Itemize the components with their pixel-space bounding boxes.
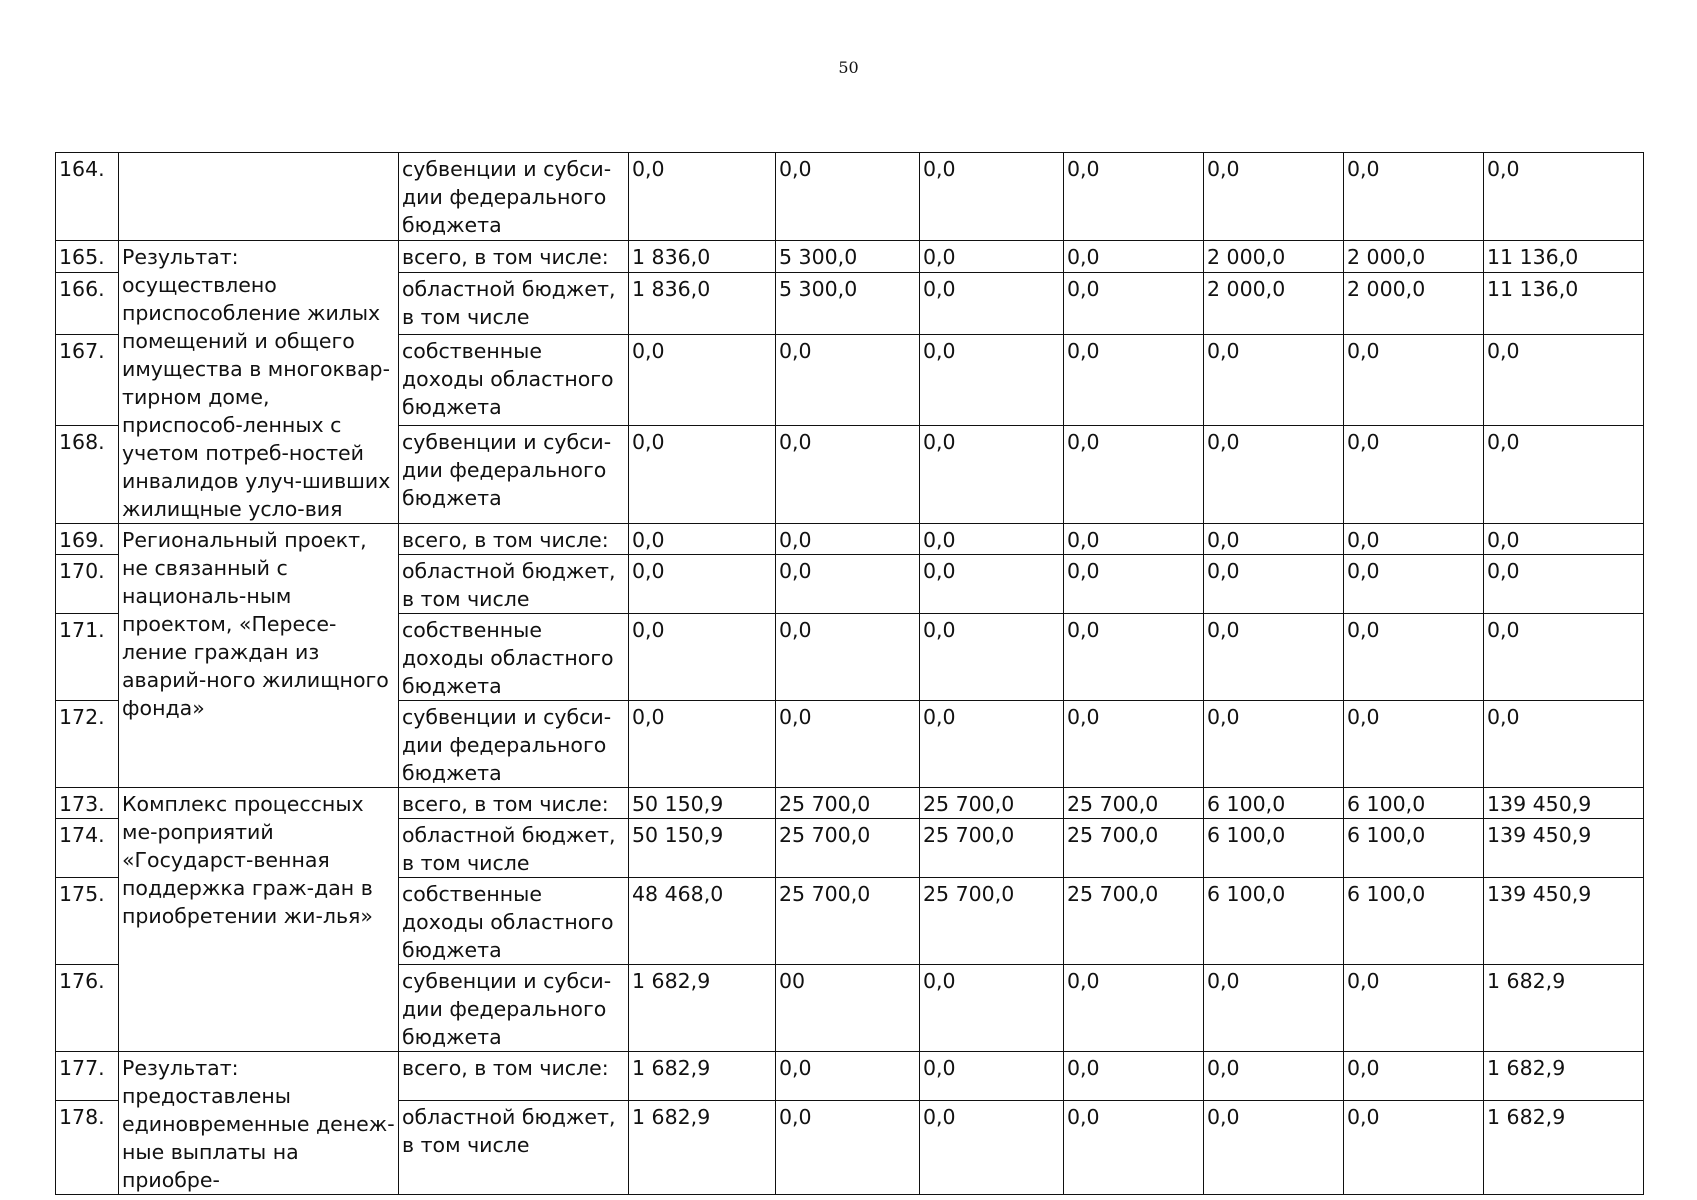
funding-source: субвенции и субси- дии федерального бюджета <box>399 153 629 241</box>
row-number: 170. <box>56 555 119 614</box>
amount-cell: 139 450,9 <box>1484 788 1644 819</box>
amount-cell: 0,0 <box>776 425 920 523</box>
amount-cell: 0,0 <box>1064 425 1204 523</box>
amount-cell: 0,0 <box>629 524 776 555</box>
amount-cell: 25 700,0 <box>776 788 920 819</box>
amount-cell: 5 300,0 <box>776 241 920 273</box>
amount-cell: 0,0 <box>1064 241 1204 273</box>
amount-cell: 25 700,0 <box>776 819 920 878</box>
amount-cell: 0,0 <box>1204 153 1344 241</box>
amount-cell: 50 150,9 <box>629 819 776 878</box>
amount-cell: 0,0 <box>1064 701 1204 788</box>
funding-source: субвенции и субси- дии федерального бюджета <box>399 425 629 523</box>
row-number: 168. <box>56 425 119 523</box>
amount-cell: 0,0 <box>920 524 1064 555</box>
amount-cell: 0,0 <box>920 614 1064 701</box>
amount-cell: 0,0 <box>1344 1052 1484 1101</box>
amount-cell: 0,0 <box>920 701 1064 788</box>
table-row <box>56 153 1644 241</box>
budget-table <box>55 152 1644 1195</box>
amount-cell: 0,0 <box>629 153 776 241</box>
amount-cell: 0,0 <box>920 555 1064 614</box>
amount-cell: 0,0 <box>1484 614 1644 701</box>
amount-cell: 6 100,0 <box>1204 819 1344 878</box>
amount-cell: 0,0 <box>1484 524 1644 555</box>
funding-source: областной бюджет, в том числе <box>399 273 629 335</box>
amount-cell: 0,0 <box>1064 153 1204 241</box>
funding-source: областной бюджет, в том числе <box>399 1101 629 1195</box>
amount-cell: 0,0 <box>629 425 776 523</box>
page-number: 50 <box>838 58 859 77</box>
funding-source: собственные доходы областного бюджета <box>399 614 629 701</box>
amount-cell: 0,0 <box>1344 153 1484 241</box>
amount-cell: 0,0 <box>776 153 920 241</box>
funding-source: областной бюджет, в том числе <box>399 555 629 614</box>
amount-cell: 1 682,9 <box>629 1052 776 1101</box>
item-description: Результат: предоставлены единовременные денеж-ные выплаты на приобре- <box>119 1052 399 1195</box>
funding-source: всего, в том числе: <box>399 524 629 555</box>
amount-cell: 0,0 <box>1344 425 1484 523</box>
amount-cell: 25 700,0 <box>1064 819 1204 878</box>
amount-cell: 0,0 <box>1064 1101 1204 1195</box>
row-number: 174. <box>56 819 119 878</box>
amount-cell: 0,0 <box>1064 334 1204 425</box>
amount-cell: 0,0 <box>776 1101 920 1195</box>
row-number: 166. <box>56 273 119 335</box>
amount-cell: 6 100,0 <box>1344 819 1484 878</box>
item-description <box>119 153 399 241</box>
amount-cell: 0,0 <box>920 965 1064 1052</box>
funding-source: всего, в том числе: <box>399 788 629 819</box>
amount-cell: 6 100,0 <box>1204 878 1344 965</box>
amount-cell: 0,0 <box>1204 1101 1344 1195</box>
amount-cell: 0,0 <box>920 273 1064 335</box>
table-row <box>56 1052 1644 1101</box>
funding-source: всего, в том числе: <box>399 1052 629 1101</box>
row-number: 167. <box>56 334 119 425</box>
amount-cell: 0,0 <box>1344 965 1484 1052</box>
amount-cell: 1 682,9 <box>629 1101 776 1195</box>
amount-cell: 0,0 <box>920 241 1064 273</box>
amount-cell: 25 700,0 <box>776 878 920 965</box>
amount-cell: 11 136,0 <box>1484 273 1644 335</box>
amount-cell: 0,0 <box>1204 701 1344 788</box>
amount-cell: 1 836,0 <box>629 241 776 273</box>
amount-cell: 25 700,0 <box>920 788 1064 819</box>
amount-cell: 0,0 <box>1484 555 1644 614</box>
amount-cell: 0,0 <box>1344 524 1484 555</box>
amount-cell: 25 700,0 <box>1064 788 1204 819</box>
amount-cell: 0,0 <box>1064 555 1204 614</box>
amount-cell: 0,0 <box>1064 614 1204 701</box>
row-number: 173. <box>56 788 119 819</box>
funding-source: субвенции и субси- дии федерального бюджета <box>399 701 629 788</box>
row-number: 178. <box>56 1101 119 1195</box>
amount-cell: 0,0 <box>1484 153 1644 241</box>
amount-cell: 0,0 <box>920 334 1064 425</box>
amount-cell: 0,0 <box>920 153 1064 241</box>
row-number: 175. <box>56 878 119 965</box>
amount-cell: 0,0 <box>1344 701 1484 788</box>
amount-cell: 2 000,0 <box>1344 273 1484 335</box>
row-number: 169. <box>56 524 119 555</box>
amount-cell: 0,0 <box>920 425 1064 523</box>
amount-cell: 25 700,0 <box>1064 878 1204 965</box>
amount-cell: 0,0 <box>629 614 776 701</box>
funding-source: субвенции и субси- дии федерального бюджета <box>399 965 629 1052</box>
amount-cell: 6 100,0 <box>1204 788 1344 819</box>
amount-cell: 48 468,0 <box>629 878 776 965</box>
amount-cell: 0,0 <box>1204 1052 1344 1101</box>
amount-cell: 5 300,0 <box>776 273 920 335</box>
amount-cell: 11 136,0 <box>1484 241 1644 273</box>
amount-cell: 2 000,0 <box>1204 273 1344 335</box>
amount-cell: 1 836,0 <box>629 273 776 335</box>
table-row <box>56 788 1644 819</box>
amount-cell: 0,0 <box>1344 555 1484 614</box>
row-number: 165. <box>56 241 119 273</box>
amount-cell: 0,0 <box>1064 524 1204 555</box>
amount-cell: 0,0 <box>776 524 920 555</box>
amount-cell: 0,0 <box>629 701 776 788</box>
table-row <box>56 241 1644 273</box>
row-number: 164. <box>56 153 119 241</box>
amount-cell: 0,0 <box>776 614 920 701</box>
row-number: 176. <box>56 965 119 1052</box>
item-description: Комплекс процессных ме-роприятий «Государст-венная поддержка граж-дан в приобретении жи-лья» <box>119 788 399 1052</box>
amount-cell: 25 700,0 <box>920 819 1064 878</box>
amount-cell: 0,0 <box>1204 425 1344 523</box>
amount-cell: 2 000,0 <box>1344 241 1484 273</box>
amount-cell: 0,0 <box>920 1052 1064 1101</box>
amount-cell: 1 682,9 <box>629 965 776 1052</box>
amount-cell: 0,0 <box>1484 334 1644 425</box>
amount-cell: 0,0 <box>1064 1052 1204 1101</box>
funding-source: всего, в том числе: <box>399 241 629 273</box>
item-description: Региональный проект, не связанный с националь-ным проектом, «Пересе-ление граждан из аварий-ного жилищного фонда» <box>119 524 399 788</box>
amount-cell: 0,0 <box>1204 555 1344 614</box>
amount-cell: 0,0 <box>776 701 920 788</box>
amount-cell: 1 682,9 <box>1484 1101 1644 1195</box>
amount-cell: 0,0 <box>1484 701 1644 788</box>
amount-cell: 0,0 <box>1064 273 1204 335</box>
amount-cell: 6 100,0 <box>1344 878 1484 965</box>
amount-cell: 0,0 <box>1204 614 1344 701</box>
amount-cell: 0,0 <box>629 555 776 614</box>
amount-cell: 139 450,9 <box>1484 819 1644 878</box>
amount-cell: 0,0 <box>1064 965 1204 1052</box>
amount-cell: 1 682,9 <box>1484 965 1644 1052</box>
amount-cell: 0,0 <box>776 1052 920 1101</box>
amount-cell: 50 150,9 <box>629 788 776 819</box>
amount-cell: 0,0 <box>1344 334 1484 425</box>
amount-cell: 0,0 <box>776 334 920 425</box>
row-number: 177. <box>56 1052 119 1101</box>
amount-cell: 0,0 <box>1204 334 1344 425</box>
amount-cell: 00 <box>776 965 920 1052</box>
amount-cell: 6 100,0 <box>1344 788 1484 819</box>
amount-cell: 0,0 <box>1344 1101 1484 1195</box>
row-number: 172. <box>56 701 119 788</box>
row-number: 171. <box>56 614 119 701</box>
item-description: Результат: осуществлено приспособление жилых помещений и общего имущества в многоквар-тирном доме, приспособ-ленных с учетом потреб-ностей инвалидов улуч-шивших жилищные усло-вия <box>119 241 399 524</box>
amount-cell: 0,0 <box>629 334 776 425</box>
funding-source: собственные доходы областного бюджета <box>399 878 629 965</box>
funding-source: собственные доходы областного бюджета <box>399 334 629 425</box>
funding-source: областной бюджет, в том числе <box>399 819 629 878</box>
amount-cell: 25 700,0 <box>920 878 1064 965</box>
amount-cell: 0,0 <box>776 555 920 614</box>
amount-cell: 139 450,9 <box>1484 878 1644 965</box>
amount-cell: 1 682,9 <box>1484 1052 1644 1101</box>
amount-cell: 0,0 <box>1204 524 1344 555</box>
table-row <box>56 524 1644 555</box>
amount-cell: 0,0 <box>1344 614 1484 701</box>
amount-cell: 0,0 <box>1484 425 1644 523</box>
amount-cell: 0,0 <box>1204 965 1344 1052</box>
amount-cell: 2 000,0 <box>1204 241 1344 273</box>
amount-cell: 0,0 <box>920 1101 1064 1195</box>
